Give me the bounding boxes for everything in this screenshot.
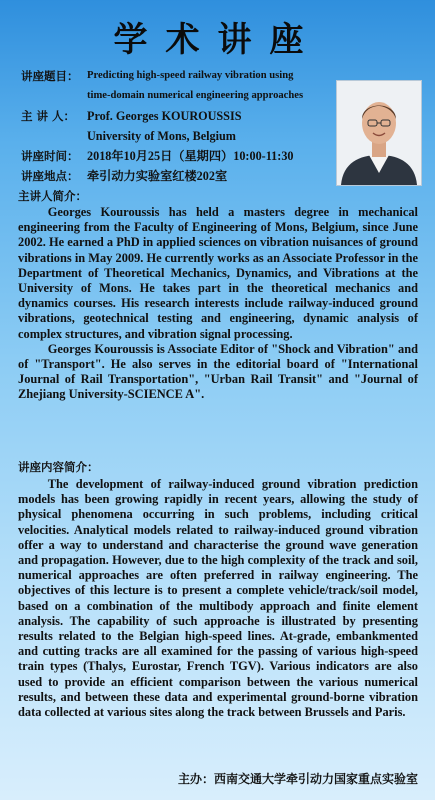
lecture-place: 牵引动力实验室红楼202室 [87,169,228,183]
topic-line2: time-domain numerical engineering approaches [87,90,304,101]
lecture-time: 2018年10月25日（星期四）10:00-11:30 [87,149,294,163]
abstract-paragraph: The development of railway-induced ground vibration prediction models has been growing rapidly in recent years, allowing the study of physical phenomena occurring in such problems, including critical velocities. Analytical models related to railway-induced ground vibration offer a way to understand and characterise the ground wave generation and propagation. However, due to the high complexity of the track and soil, numerical approaches are often preferred in railway engineering. The objectives of this lecture is to present a complete vehicle/track/soil model, based on a combination of the multibody approach and finite element analysis. The capability of such approache is illustrated by presenting results related to the Belgian high-speed lines. At-grade, embankmented and cutting tracks are all examined for the passing of various high-speed train types (Thalys, Eurostar, French TGV). Various indicators are also used to provide an efficient comparison between the various numerical results, and between these data and experimental ground-borne vibration data collected at various sites along the track between Brussels and Paris. [18,477,418,720]
poster-title: 学术讲座 [113,20,322,60]
topic-label: 讲座题目： [21,69,79,83]
topic-row-2 [21,86,333,106]
affiliation-row [21,126,333,146]
abstract-text [18,477,418,720]
organizer-footer: 主办：西南交通大学牵引动力国家重点实验室 [177,772,418,786]
time-label: 讲座时间： [21,149,79,163]
bio-paragraph-2: Georges Kouroussis is Associate Editor of "Shock and Vibration" and of "Transport". He also serves in the editorial board of "International Journal of Rail Transportation", "Urban Rail Transit" and "Journal of Zhejiang University-SCIENCE A". [18,341,418,402]
speaker-label: 主 讲 人： [21,109,76,123]
bio-text [18,205,418,403]
place-row [21,166,333,186]
speaker-affiliation: University of Mons, Belgium [87,129,236,143]
speaker-name: Prof. Georges KOUROUSSIS [87,109,242,123]
topic-row [21,66,333,86]
lecture-info [21,66,333,186]
time-row [21,146,333,166]
topic-line1: Predicting high-speed railway vibration using [87,70,294,81]
place-label: 讲座地点： [21,169,79,183]
bio-paragraph-1: Georges Kouroussis has held a masters degree in mechanical engineering from the Faculty of Engineering of Mons, Belgium, since June 2002. He earned a PhD in applied sciences on vibration nuisances of ground vibrations in May 2009. He currently works as an Associate Professor in the Department of Theoretical Mechanics, Dynamics, and Vibrations at the University of Mons. He takes part in the theoretical mechanics and dynamics courses. His research interests include railway-induced ground vibrations, geotechnical testing and engineering, dynamic analysis of complex structures, and vibration signal processing. [18,205,418,341]
abstract-heading: 讲座内容简介： [18,460,99,474]
speaker-row [21,106,333,126]
bio-heading: 主讲人简介： [18,189,87,203]
speaker-portrait-icon [337,81,421,185]
speaker-photo [336,80,422,186]
